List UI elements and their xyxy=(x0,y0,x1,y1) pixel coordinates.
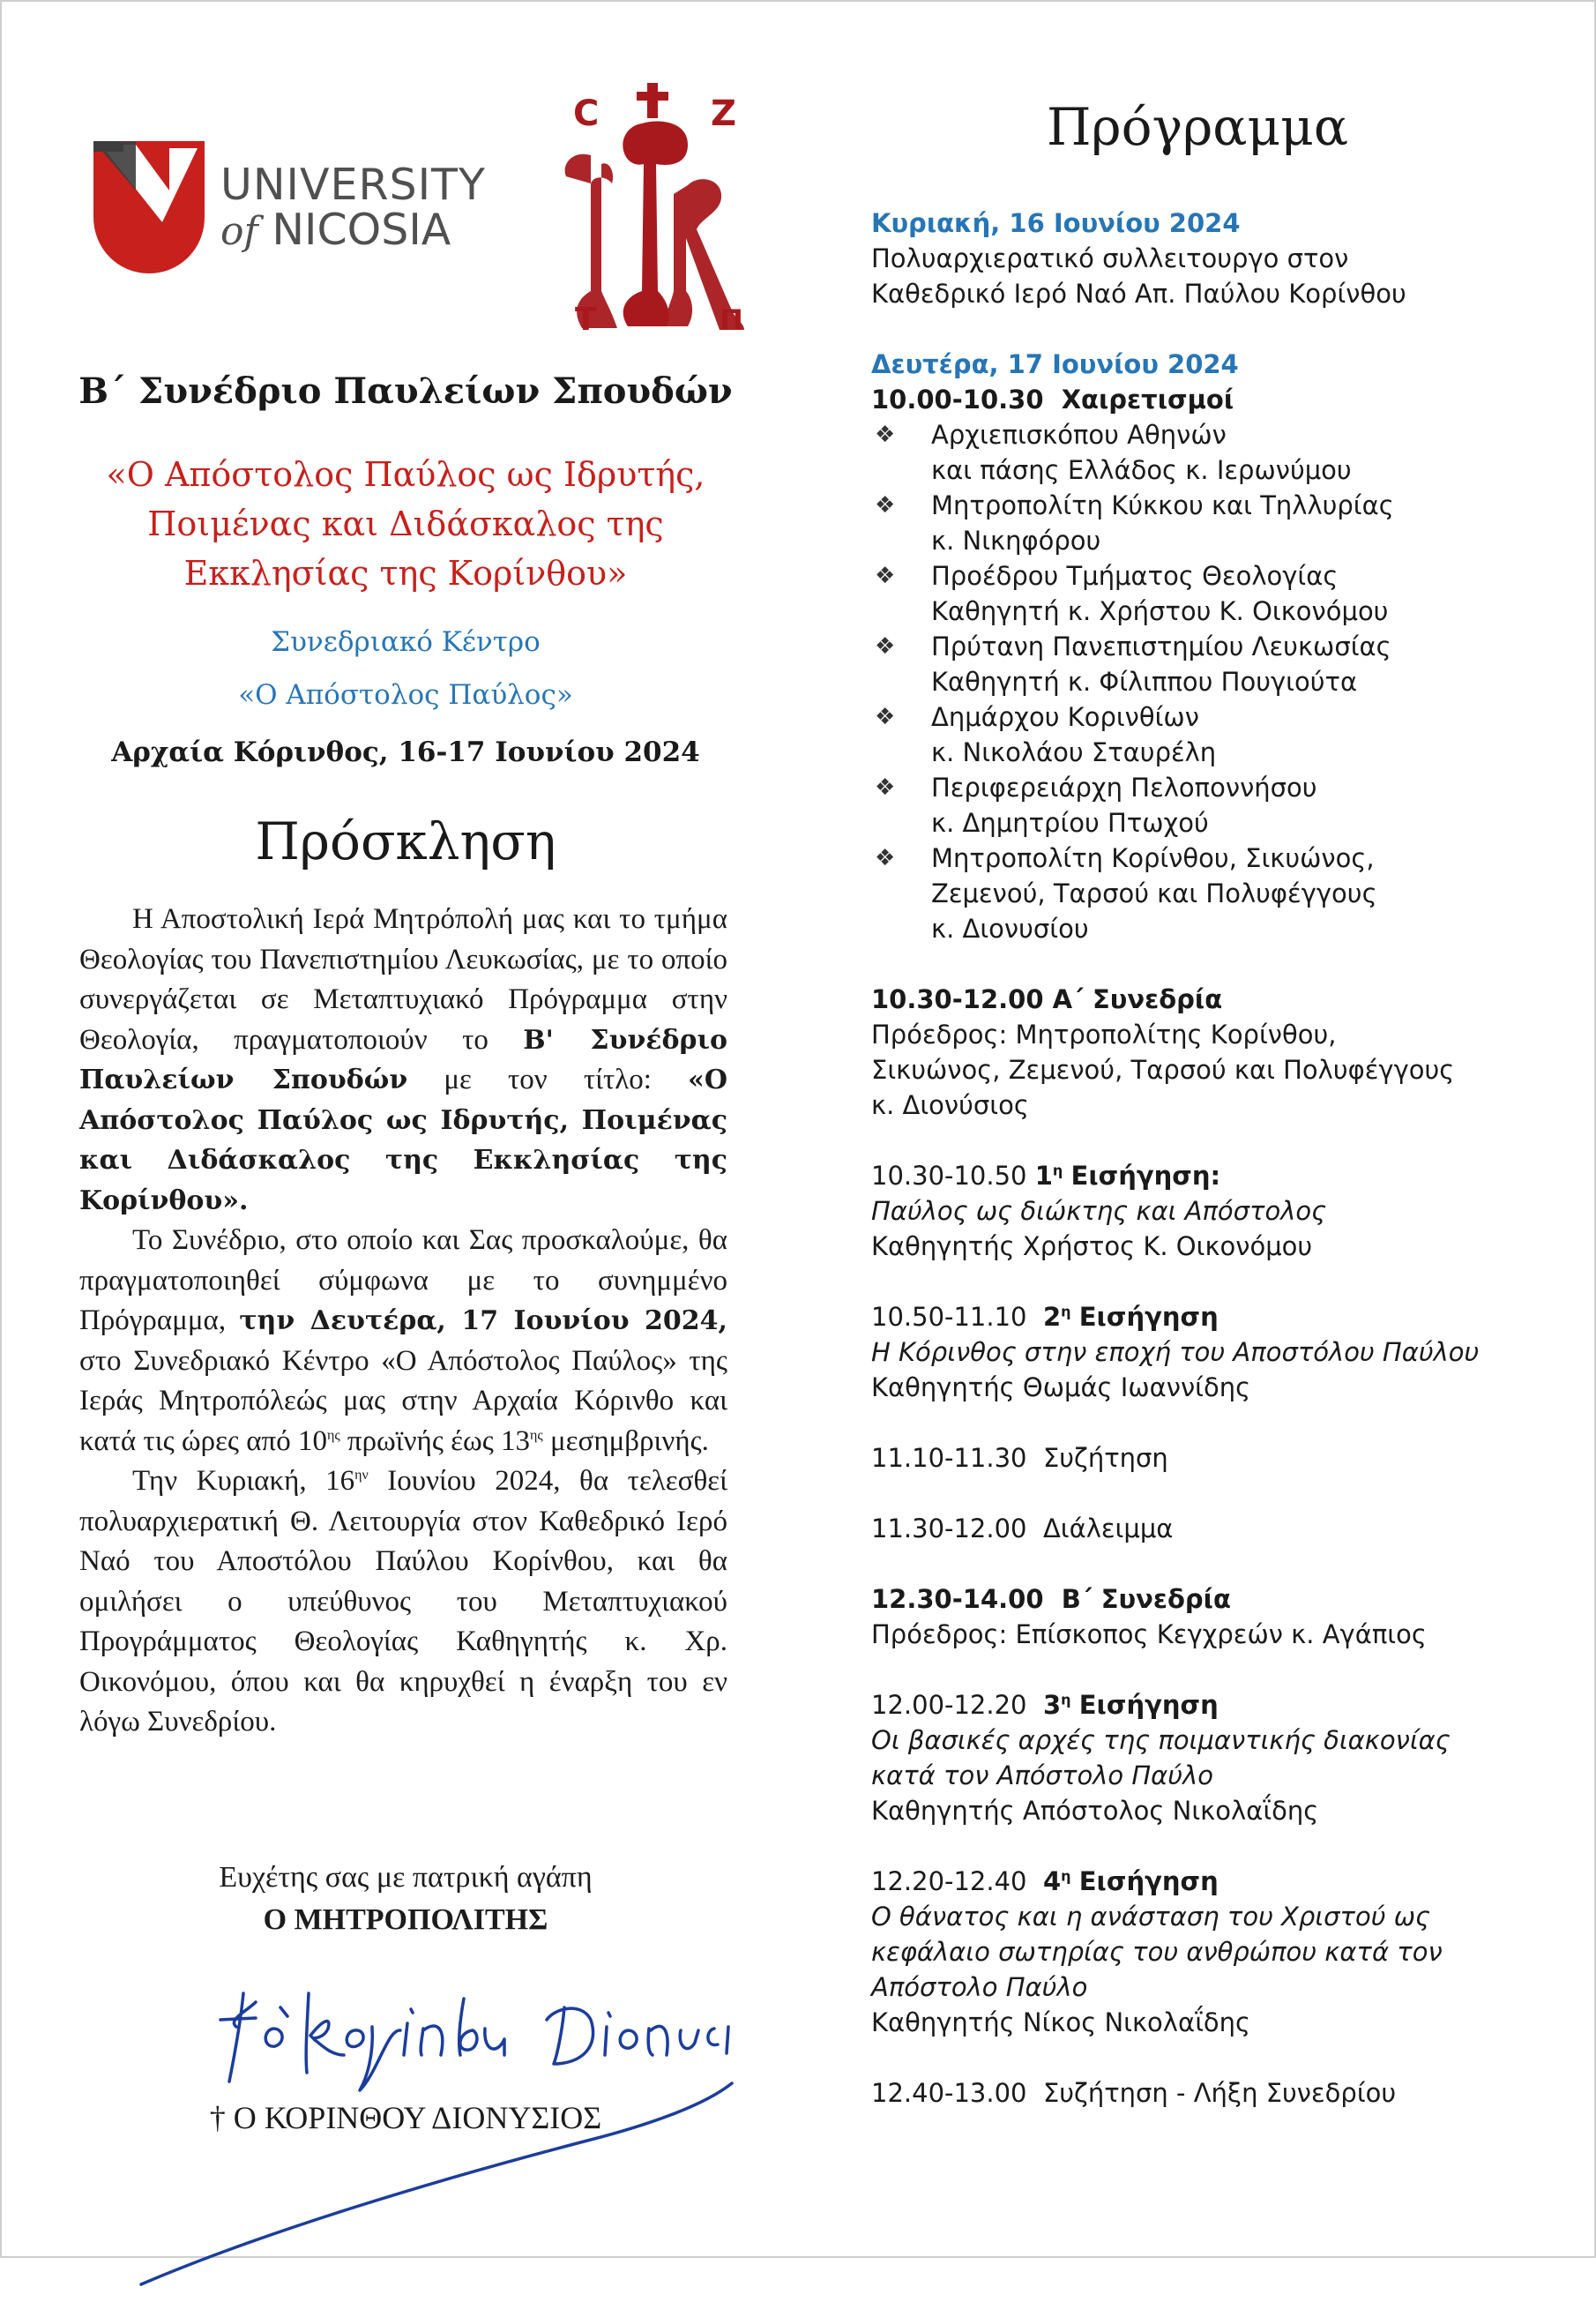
talk-4-heading: 12.20-12.40 $4^\eta$ Εισήγηση xyxy=(871,1866,1219,1896)
talk-4-speaker: Καθηγητής Νίκος Νικολαΐδης xyxy=(871,2007,1251,2037)
four-diamond-bullet-icon: ❖ xyxy=(875,774,896,801)
spacer xyxy=(871,1405,1550,1440)
conference-subtitle xyxy=(71,450,741,598)
ic-xc-monogram-icon xyxy=(556,79,750,335)
talk-3-speaker: Καθηγητής Απόστολος Νικολαΐδης xyxy=(871,1796,1319,1826)
invitation-paragraph: Την Κυριακή, $16^{\eta\nu}$ Ιουνίου 2024, θα τελεσθεί πολυαρχιερατική Θ. Λειτουργία στον Καθεδρικό Ιερό Ναό του Αποστόλου Παύλου Κορίνθου, και θα ομιλήσει ο υπεύθυνος του Μεταπτυχιακού Προγράμματος Θεολογίας Καθηγητής κ. Χρ. Οικονόμου, όπου και θα κηρυχθεί η έναρξη του εν λόγω Συνεδρίου. xyxy=(79,1465,727,1738)
talk-1-heading: 10.30-10.50 $1^\eta$ Εισήγηση: xyxy=(871,1161,1221,1191)
greeting-item: ❖ Περιφερειάρχη Πελοποννήσου κ. Δημητρίου Πτωχού xyxy=(871,770,1550,841)
subtitle-line: Ποιμένας και Διδάσκαλος της xyxy=(147,504,664,543)
invitation-body xyxy=(79,900,727,1743)
talk-2-heading: 10.50-11.10 $2^\eta$ Εισήγηση xyxy=(871,1302,1219,1332)
place-date: Αρχαία Κόρινθος, 16-17 Ιουνίου 2024 xyxy=(111,736,700,768)
spacer xyxy=(871,1123,1550,1158)
university-line2: of NICOSIA xyxy=(220,205,451,256)
talk-2-title: Η Κόρινθος στην εποχή του Αποστόλου Παύλου xyxy=(871,1337,1480,1367)
talk-4-title: Απόστολο Παύλο xyxy=(871,1972,1088,2002)
metropolitan-title: Ο ΜΗΤΡΟΠΟΛΙΤΗΣ xyxy=(263,1903,548,1936)
talk-3-title: κατά τον Απόστολο Παύλο xyxy=(871,1760,1213,1790)
session-b-heading: 12.30-14.00 Β΄ Συνεδρία xyxy=(871,1584,1231,1614)
spacer xyxy=(871,946,1550,982)
greeting-item: ❖ Πρύτανη Πανεπιστημίου Λευκωσίας Καθηγητή κ. Φίλιππου Πουγιούτα xyxy=(871,629,1550,699)
greeting-item: ❖ Αρχιεπισκόπου Αθηνών και πάσης Ελλάδος κ. Ιερωνύμου xyxy=(871,417,1550,488)
monogram-letter-z: Z xyxy=(711,93,737,134)
university-line1: UNIVERSITY xyxy=(220,160,486,210)
spacer xyxy=(871,1652,1550,1687)
university-name xyxy=(220,160,486,256)
day-heading-sunday: Κυριακή, 16 Ιουνίου 2024 xyxy=(871,208,1241,238)
session-a-heading: 10.30-12.00 Α΄ Συνεδρία xyxy=(871,984,1223,1014)
greeting-item: ❖ Μητροπολίτη Κύκκου και Τηλλυρίας κ. Νικηφόρου xyxy=(871,488,1550,558)
spacer xyxy=(871,1476,1550,1511)
subtitle-line: «Ο Απόστολος Παύλος ως Ιδρυτής, xyxy=(106,455,705,494)
sunday-line: Καθεδρικό Ιερό Ναό Απ. Παύλου Κορίνθου xyxy=(871,279,1406,309)
talk-4-title: Ο θάνατος και η ανάσταση του Χριστού ως xyxy=(871,1902,1431,1932)
program-title: Πρόγραμμα xyxy=(1046,97,1349,157)
discussion-1: 11.10-11.30 Συζήτηση xyxy=(871,1443,1168,1473)
monogram-letter-pi: Π xyxy=(720,303,743,335)
venue-line1: Συνεδριακό Κέντρο xyxy=(271,626,541,658)
session-a-chair: κ. Διονύσιος xyxy=(871,1090,1029,1120)
session-a-chair: Σικυώνος, Ζεμενού, Ταρσού και Πολυφέγγους xyxy=(871,1055,1455,1085)
break: 11.30-12.00 Διάλειμμα xyxy=(871,1513,1174,1543)
greetings-heading: 10.00-10.30 Χαιρετισμοί xyxy=(871,385,1234,415)
greeting-item: ❖ Προέδρου Τμήματος Θεολογίας Καθηγητή κ. Χρήστου Κ. Οικονόμου xyxy=(871,558,1550,629)
closing-greeting: Ευχέτης σας με πατρική αγάπη xyxy=(219,1861,593,1894)
four-diamond-bullet-icon: ❖ xyxy=(875,492,896,519)
invitation-paragraph: Η Αποστολική Ιερά Μητρόπολή μας και το τμήμα Θεολογίας του Πανεπιστημίου Λευκωσίας, με το οποίο συνεργάζεται σε Μεταπτυχιακό Πρόγραμμα στην Θεολογία, πραγματοποιούν το Β' Συνέδριο Παυλείων Σπουδών με τον τίτλο: «Ο Απόστολος Παύλος ως Ιδρυτής, Ποιμένας και Διδάσκαλος της Εκκλησίας της Κορίνθου». xyxy=(79,903,727,1216)
day-heading-monday: Δευτέρα, 17 Ιουνίου 2024 xyxy=(871,349,1239,379)
invitation-column xyxy=(71,71,743,2135)
talk-2-speaker: Καθηγητής Θωμάς Ιωαννίδης xyxy=(871,1372,1251,1402)
monogram-letter-c: C xyxy=(573,93,600,134)
talk-4-title: κεφάλαιο σωτηρίας του ανθρώπου κατά τον xyxy=(871,1937,1443,1967)
talk-3-heading: 12.00-12.20 $3^\eta$ Εισήγηση xyxy=(871,1690,1219,1720)
subtitle-line: Εκκλησίας της Κορίνθου» xyxy=(183,554,628,593)
sunday-line: Πολυαρχιερατικό συλλειτουργο στον xyxy=(871,243,1349,273)
session-b-chair: Πρόεδρος: Επίσκοπος Κεγχρεών κ. Αγάπιος xyxy=(871,1619,1427,1649)
conference-title: Β΄ Συνέδριο Παυλείων Σπουδών xyxy=(78,370,733,412)
spacer xyxy=(871,1546,1550,1581)
spacer xyxy=(871,2040,1550,2075)
four-diamond-bullet-icon: ❖ xyxy=(875,633,896,660)
signatory-name: † Ο ΚΟΡΙΝΘΟΥ ΔΙΟΝΥΣΙΟΣ xyxy=(209,2100,602,2135)
spacer xyxy=(871,1264,1550,1299)
invitation-paragraph: Το Συνέδριο, στο οποίο και Σας προσκαλούμε, θα πραγματοποιηθεί σύμφωνα με το συνημμένο Πρόγραμμα, την Δευτέρα, 17 Ιουνίου 2024, στο Συνεδριακό Κέντρο «Ο Απόστολος Παύλος» της Ιεράς Μητροπόλεώς μας στην Αρχαία Κόρινθο και κατά τις ώρες από $10^{\eta\varsigma}$ πρωϊνής έως $13^{\eta\varsigma}$ μεσημβρινής. xyxy=(79,1224,727,1457)
talk-1-speaker: Καθηγητής Χρήστος Κ. Οικονόμου xyxy=(871,1231,1313,1261)
program-schedule xyxy=(871,206,1550,2111)
closing-session: 12.40-13.00 Συζήτηση - Λήξη Συνεδρίου xyxy=(871,2078,1397,2108)
session-a-chair: Πρόεδρος: Μητροπολίτης Κορίνθου, xyxy=(871,1020,1337,1050)
invitation-heading: Πρόσκληση xyxy=(255,811,556,871)
four-diamond-bullet-icon: ❖ xyxy=(875,422,896,448)
spacer xyxy=(871,1828,1550,1864)
venue-line2: «Ο Απόστολος Παύλος» xyxy=(238,679,573,711)
talk-1-title: Παύλος ως διώκτης και Απόστολος xyxy=(871,1196,1327,1226)
four-diamond-bullet-icon: ❖ xyxy=(875,845,896,871)
talk-3-title: Οι βασικές αρχές της ποιμαντικής διακονίας xyxy=(871,1725,1451,1755)
spacer xyxy=(871,311,1550,347)
four-diamond-bullet-icon: ❖ xyxy=(875,704,896,730)
logos-row xyxy=(71,71,741,335)
monogram-letter-t: T xyxy=(575,302,597,335)
greeting-item: ❖ Μητροπολίτη Κορίνθου, Σικυώνος, Ζεμενού, Ταρσού και Πολυφέγγους κ. Διονυσίου xyxy=(871,841,1550,946)
four-diamond-bullet-icon: ❖ xyxy=(875,563,896,589)
greeting-item: ❖ Δημάρχου Κορινθίων κ. Νικολάου Σταυρέλη xyxy=(871,699,1550,770)
